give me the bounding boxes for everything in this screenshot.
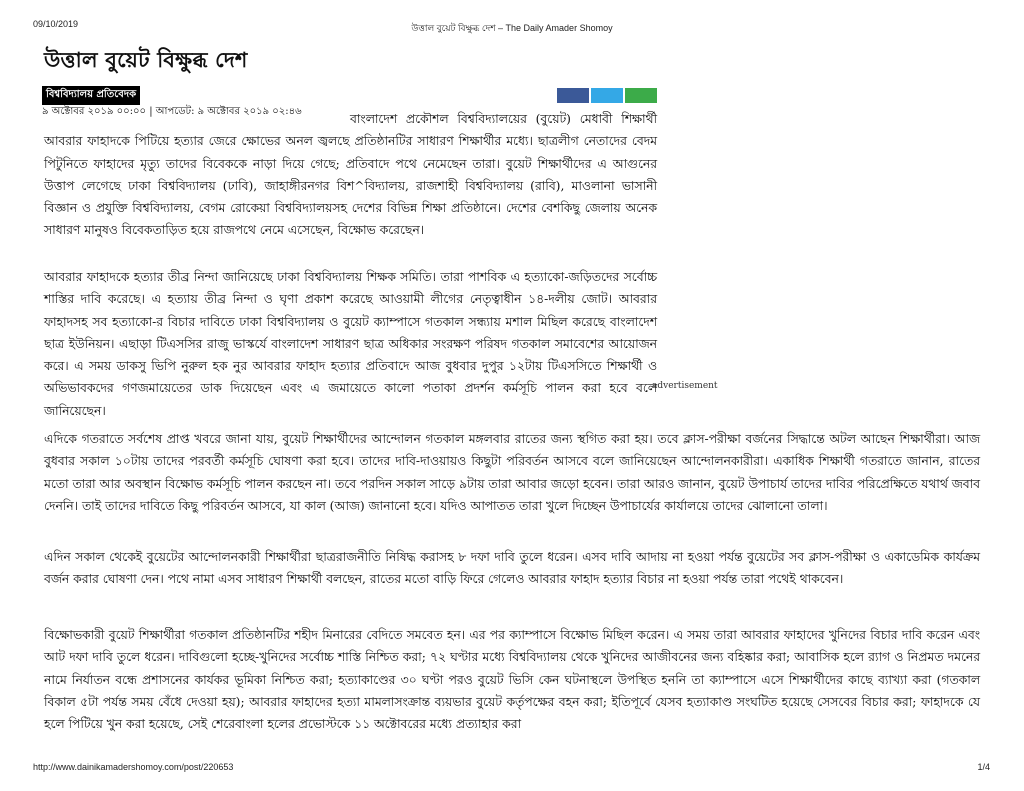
article-dates: ৯ অক্টোবর ২০১৯ ০০:০০ | আপডেট: ৯ অক্টোবর ২০১৯ ০২:৪৬: [42, 106, 302, 117]
advertisement-label: advertisement: [652, 381, 718, 391]
footer-url: http://www.dainikamadershomoy.com/post/220653: [33, 762, 234, 772]
article-byline: বিশ্ববিদ্যালয় প্রতিবেদক: [42, 86, 140, 105]
article-paragraph: বিক্ষোভকারী বুয়েট শিক্ষার্থীরা গতকাল প্রতিষ্ঠানটির শহীদ মিনারের বেদিতে সমবেত হন। এর পর ক্যাম্পাসে বিক্ষোভ মিছিল করেন। এ সময় তারা আবরার ফাহাদের খুনিদের বিচার দাবি করেন এবং আট দফা দাবি তুলে ধরেন। দাবিগুলো হচ্ছে-খুনিদের সর্বোচ্চ শাস্তি নিশ্চিত করা; ৭২ ঘণ্টার মধ্যে বিশ্ববিদ্যালয় থেকে খুনিদের আজীবনের জন্য বহিষ্কার করা; আবাসিক হলে র‌্যাগ ও নিপ্রমত দমনের নামে নির্যাতন বন্ধে প্রশাসনের কার্যকর ভূমিকা নিশ্চিত করা; হত্যাকাণ্ডের ৩০ ঘণ্টা পরও বুয়েট ভিসি কেন ঘটনাস্থলে উপস্থিত হননি তা ক্যাম্পাসে এসে শিক্ষার্থীদের কাছে ব্যাখ্যা করা (গতকাল বিকাল ৫টা পর্যন্ত সময় বেঁধে দেওয়া হয়); আবরার ফাহাদের হত্যা মামলাসংক্রান্ত ব্যয়ভার বুয়েট কর্তৃপক্ষের বহন করা; ইতিপূর্বে যেসব হত্যাকাণ্ড সংঘটিত হয়েছে সেসবের বিচার করা; ফাহাদকে যে হলে পিটিয়ে খুন করা হয়েছে, সেই শেরেবাংলা হলের প্রভোস্টকে ১১ অক্টোবরের মধ্যে প্রত্যাহার করা: [44, 628, 980, 732]
article-paragraph: আবরার ফাহাদকে হত্যার তীব্র নিন্দা জানিয়েছে ঢাকা বিশ্ববিদ্যালয় শিক্ষক সমিতি। তারা পাশবিক এ হত্যাকাে-জড়িতদের সর্বোচ্চ শাস্তির দাবি করেছে। এ হত্যায় তীব্র নিন্দা ও ঘৃণা প্রকাশ করেছে আওয়ামী লীগের নেতৃত্বাধীন ১৪-দলীয় জোট। আবরার ফাহাদসহ সব হত্যাকাে-র বিচার দাবিতে ঢাকা বিশ্ববিদ্যালয় ও বুয়েট ক্যাম্পাসে গতকাল সন্ধ্যায় মশাল মিছিল করেছে বাংলাদেশ ছাত্র ইউনিয়ন। এছাড়া টিএসসির রাজু ভাস্কর্যে বাংলাদেশ সাধারণ ছাত্র অধিকার সংরক্ষণ পরিষদ গতকাল সমাবেশের আয়োজন করে। এ সময় ডাকসু ভিপি নুরুল হক নুর আবরার ফাহাদ হত্যার প্রতিবাদে আজ বুধবার দুপুর ১২টায় টিএসসিতে শিক্ষার্থী ও অভিভাবকদের গণজমায়েতের ডাক দিয়েছেন এবং এ জমায়েতে কালো পতাকা প্রদর্শন কর্মসূচি পালন করা হবে বলে জানিয়েছেন।: [44, 270, 657, 418]
page-header-title: উত্তাল বুয়েট বিক্ষুব্ধ দেশ – The Daily Amader Shomoy: [411, 23, 613, 33]
google-plus-share-button[interactable]: [625, 88, 657, 103]
article-paragraph: বাংলাদেশ প্রকৌশল বিশ্ববিদ্যালয়ের (বুয়েট) মেধাবী শিক্ষার্থী আবরার ফাহাদকে পিটিয়ে হত্যার জেরে ক্ষোভের অনল জ্বলছে প্রতিষ্ঠানটির সাধারণ শিক্ষার্থীর মধ্যে। ছাত্রলীগ নেতাদের বেদম পিটুনিতে ফাহাদের মৃত্যু তাদের বিবেককে নাড়া দিয়ে গেছে; প্রতিবাদে পথে নেমেছেন তারা। বুয়েট শিক্ষার্থীদের এ আগুনের উত্তাপ লেগেছে ঢাকা বিশ্ববিদ্যালয় (ঢাবি), জাহাঙ্গীরনগর বিশ^বিদ্যালয়, রাজশাহী বিশ্ববিদ্যালয় (রাবি), মাওলানা ভাসানী বিজ্ঞান ও প্রযুক্তি বিশ্ববিদ্যালয়, বেগম রোকেয়া বিশ্ববিদ্যালয়সহ দেশের বিভিন্ন শিক্ষা প্রতিষ্ঠানে। দেশের বেশকিছু জেলায় অনেক সাধারণ মানুষও বিবেকতাড়িত হয়ে রাজপথে নেমে এসেছেন, বিক্ষোভ করেছেন।: [44, 112, 657, 238]
facebook-share-button[interactable]: [557, 88, 589, 103]
footer-page-number: 1/4: [977, 762, 990, 772]
print-date: 09/10/2019: [33, 19, 79, 29]
article-paragraph: এদিন সকাল থেকেই বুয়েটের আন্দোলনকারী শিক্ষার্থীরা ছাত্ররাজনীতি নিষিদ্ধ করাসহ ৮ দফা দাবি তুলে ধরেন। এসব দাবি আদায় না হওয়া পর্যন্ত বুয়েটের সব ক্লাস-পরীক্ষা ও একাডেমিক কার্যক্রম বর্জন করার ঘোষণা দেন। পথে নামা এসব সাধারণ শিক্ষার্থী বলছেন, রাতের মতো বাড়ি ফিরে গেলেও আবরার ফাহাদ হত্যার বিচার না হওয়া পর্যন্ত তারা পথেই থাকবেন।: [44, 550, 980, 587]
twitter-share-button[interactable]: [591, 88, 623, 103]
article-headline: উত্তাল বুয়েট বিক্ষুব্ধ দেশ: [44, 47, 248, 72]
article-paragraph: এদিকে গতরাতে সর্বশেষ প্রাপ্ত খবরে জানা যায়, বুয়েট শিক্ষার্থীদের আন্দোলন গতকাল মঙ্গলবার রাতের জন্য স্থগিত করা হয়। তবে ক্লাস-পরীক্ষা বর্জনের সিদ্ধান্তে অটল আছেন শিক্ষার্থীরা। আজ বুধবার সকাল ১০টায় তাদের পরবর্তী কর্মসূচি ঘোষণা করা হবে। তাদের দাবি-দাওয়ায়ও কিছুটা পরিবর্তন আসবে বলে জানিয়েছেন আন্দোলনকারীরা। একাধিক শিক্ষার্থী গতরাতে জানান, রাতের মতো তারা আর অবস্থান বিক্ষোভ কর্মসূচি পালন করছেন না। তবে পরদিন সকাল সাড়ে ৯টায় তারা আবার জড়ো হবেন। তারা আরও জানান, বুয়েট উপাচার্য তাদের দাবির পরিপ্রেক্ষিতে যথার্থ জবাব দেননি। তাই তাদের দাবিতে কিছু পরিবর্তন আসবে, যা কাল (আজ) জানানো হবে। যদিও আপাতত তারা খুলে দিচ্ছেন উপাচার্যের কার্যালয়ে তাদের ঝোলানো তালা।: [44, 432, 980, 513]
